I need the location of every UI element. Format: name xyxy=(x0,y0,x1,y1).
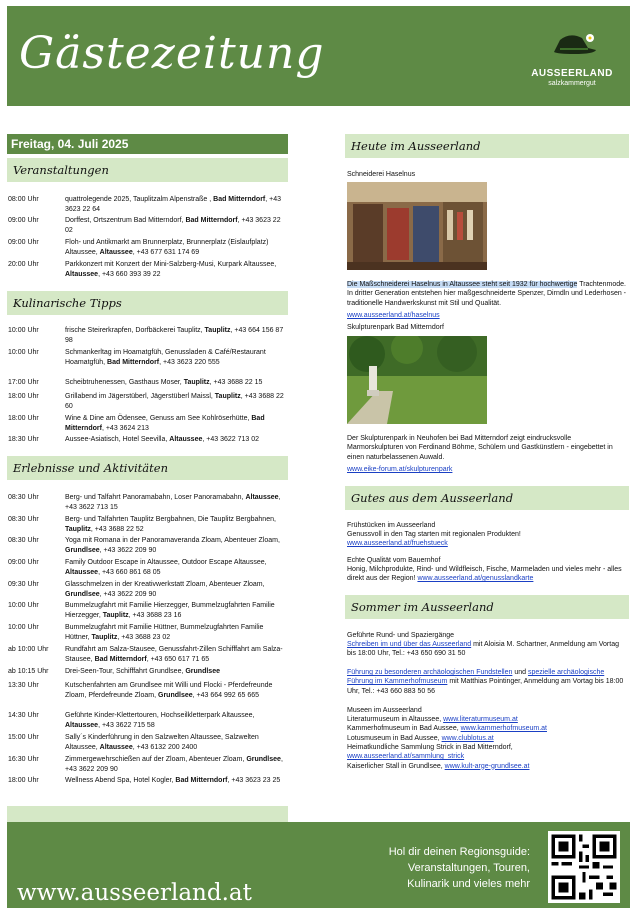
date-bar: Freitag, 04. Juli 2025 xyxy=(7,134,288,154)
event-time: 08:30 Uhr xyxy=(8,537,39,544)
event-description: Wellness Abend Spa, Hotel Kogler, Bad Mitterndorf, +43 3623 23 25 xyxy=(65,777,281,784)
event-description: Bummelzugfahrt mit Familie Hüttner, Bummelzugfahrten Familie Hüttner, Tauplitz, +43 3688 23 02 xyxy=(65,624,264,641)
event-time: 10:00 Uhr xyxy=(8,624,39,631)
museum-item: Heimatkundliche Sammlung Strick in Bad Mitterndorf, www.ausseerland.at/sammlung_strick xyxy=(347,743,513,761)
event-location: Altaussee xyxy=(99,743,133,751)
gutes-item2-text xyxy=(347,565,629,584)
event-time: 09:00 Uhr xyxy=(8,559,39,566)
guide-line-1: Hol dir deinen Regionsguide: xyxy=(388,846,530,858)
event-description: Family Outdoor Escape in Altaussee, Outdoor Escape Altaussee, Altaussee, +43 660 861 68 05 xyxy=(65,559,267,576)
gutes-item1-text: Genussvoll in den Tag starten mit regionalen Produkten! xyxy=(347,531,521,538)
event-location: Tauplitz xyxy=(183,379,210,386)
event-location: Bad Mitterndorf xyxy=(107,358,160,366)
museum-item: Lotusmuseum in Bad Aussee, www.clublotus.at xyxy=(347,734,494,742)
event-description: Geführte Kinder-Klettertouren, Hochseilkletterpark Altaussee, Altaussee, +43 3622 715 58 xyxy=(65,712,255,729)
section-sommer: Sommer im Ausseerland xyxy=(345,595,629,619)
event-description: Yoga mit Romana in der Panoramaveranda Zloam, Abenteuer Zloam, Grundlsee, +43 3622 209 90 xyxy=(65,537,280,554)
guide-line-3: Kulinarik und vieles mehr xyxy=(407,878,530,890)
guide-line-2: Veranstaltungen, Touren, xyxy=(407,862,530,874)
event-location: Altaussee xyxy=(245,494,279,501)
heute-item2-text: Der Skulpturenpark in Neuhofen bei Bad Mitterndorf zeigt eindrucksvolle Marmorskulpturen von Ferdinand Böhme, Schülern und Gastkünstlern - eingebettet in einen naturbelassenen Auwald. xyxy=(347,435,613,461)
event-time: 09:00 Uhr xyxy=(8,239,39,246)
museum-link[interactable]: www.ausseerland.at/sammlung_strick xyxy=(347,753,465,761)
event-description: Berg- und Talfahrten Tauplitz Bergbahnen, Die Tauplitz Bergbahnen, Tauplitz, +43 3688 22 52 xyxy=(65,516,276,533)
event-description: Dorffest, Ortszentrum Bad Mitterndorf, Bad Mitterndorf, +43 3623 22 02 xyxy=(65,217,281,234)
event-description: Drei-Seen-Tour, Schifffahrt Grundlsee, Grundlsee xyxy=(65,668,220,675)
event-time: 09:30 Uhr xyxy=(8,581,39,588)
qr-code-icon[interactable] xyxy=(548,831,620,903)
museum-item: Kammerhofmuseum in Bad Aussee, www.kammerhofmuseum.at xyxy=(347,725,547,733)
logo-sub: salzkammergut xyxy=(548,80,596,87)
skulpturenpark-photo xyxy=(347,336,487,424)
event-description: Aussee-Asiatisch, Hotel Seevilla, Altaussee, +43 3622 713 02 xyxy=(65,436,259,443)
event-description: Bummelzugfahrt mit Familie Hierzegger, Bummelzugfahrten Familie Hierzegger, Tauplitz, +43 3688 23 16 xyxy=(65,602,275,619)
heute-item1-title: Schneiderei Haselnus xyxy=(347,171,416,178)
event-location: Tauplitz xyxy=(214,393,241,400)
sommer-item2-text xyxy=(347,668,629,696)
logo-brand: AUSSEERLAND xyxy=(531,68,613,79)
event-description: frische Steirerkrapfen, Dorfbäckerei Tauplitz, Tauplitz, +43 664 156 87 98 xyxy=(65,327,284,344)
event-time: 14:30 Uhr xyxy=(8,712,39,719)
event-description: Sally´s Kinderführung in den Salzwelten Altaussee, Salzwelten Altaussee, Altaussee, +43 6132 200 2400 xyxy=(65,734,259,751)
event-location: Altaussee xyxy=(169,436,203,443)
event-description: Schmankerltag im Hoamatgfüh, Genussladen & Café/Restaurant Hoamatgfüh, Bad Mitterndorf, +43 3623 220 555 xyxy=(65,349,266,366)
museum-item: Kaiserlicher Stall in Grundlsee, www.kult-arge-grundlsee.at xyxy=(347,762,530,770)
heute-item2-title: Skulpturenpark Bad Mitterndorf xyxy=(347,324,444,331)
header-banner xyxy=(7,6,630,106)
event-time: 10:00 Uhr xyxy=(8,349,39,356)
event-location: Altaussee xyxy=(99,248,133,256)
museum-item: Literaturmuseum in Altaussee, www.literaturmuseum.at xyxy=(347,716,518,723)
sommer-item1-title: Geführte Rund- und Spaziergänge xyxy=(347,632,455,639)
event-description: quattrolegende 2025, Tauplitzalm Alpenstraße , Bad Mitterndorf, +43 3623 22 64 xyxy=(65,196,282,213)
kammerhof-fuehrung-link[interactable]: spezielle archäologische Führung im Kammerhofmuseum xyxy=(347,669,605,686)
event-time: 18:00 Uhr xyxy=(8,777,39,784)
gutes-item2-title: Echte Qualität vom Bauernhof xyxy=(347,557,441,564)
schneiderei-photo xyxy=(347,182,487,270)
section-kulinarisch: Kulinarische Tipps xyxy=(7,291,288,315)
event-description: Floh- und Antikmarkt am Brunnerplatz, Brunnerplatz (Eislaufplatz) Altaussee, Altaussee, +43 677 631 174 69 xyxy=(65,239,269,256)
museum-link[interactable]: www.kammerhofmuseum.at xyxy=(460,725,547,733)
event-time: ab 10:15 Uhr xyxy=(8,668,49,675)
footer-banner xyxy=(7,822,630,908)
event-time: 15:00 Uhr xyxy=(8,734,39,741)
sommer-item1-desc: mit Aloisia M. Schartner, Anmeldung am Vortag bis 18:00 Uhr, Tel.: +43 650 690 31 50 xyxy=(347,641,619,658)
heute-item1-desc: Trachtenmode. In dritter Generation entstehen hier maßgeschneiderte Spenzer, Dirndln und Lederhosen - traditionelle Handwerkskunst mit Stil und Qualität. xyxy=(347,281,627,307)
event-location: Tauplitz xyxy=(65,525,91,533)
section-heute: Heute im Ausseerland xyxy=(345,134,629,158)
event-location: Bad Mitterndorf xyxy=(185,217,238,224)
fruehstueck-link[interactable]: www.ausseerland.at/fruehstueck xyxy=(347,540,448,547)
event-time: ab 10:00 Uhr xyxy=(8,646,49,653)
event-time: 08:00 Uhr xyxy=(8,196,39,203)
footer-url[interactable]: www.ausseerland.at xyxy=(17,880,252,906)
museum-link[interactable]: www.clublotus.at xyxy=(441,734,494,742)
event-description: Rundfahrt am Salza-Stausee, Genussfahrt-Zillen Schifffahrt am Salza-Stausee, Bad Mitterndorf, +43 650 617 71 65 xyxy=(65,646,283,663)
event-time: 18:30 Uhr xyxy=(8,436,39,443)
event-location: Altaussee xyxy=(65,568,99,576)
event-location: Altaussee xyxy=(65,270,99,278)
heute-item1-highlight: Die Maßschneiderei Haselnus in Altaussee steht seit 1932 für hochwertige xyxy=(347,281,578,288)
event-description: Wine & Dine am Ödensee, Genuss am See Kohlröserhütte, Bad Mitterndorf, +43 3624 213 xyxy=(65,415,265,432)
haselnus-link[interactable]: www.ausseerland.at/haselnus xyxy=(347,312,440,319)
gutes-item1-link-row xyxy=(347,539,629,548)
fundstellen-link[interactable]: Führung zu besonderen archäologischen Fundstellen xyxy=(347,669,513,676)
event-location: Grundlsee xyxy=(185,668,220,675)
section-erlebnisse: Erlebnisse und Aktivitäten xyxy=(7,456,288,480)
ausseerland-logo xyxy=(526,28,618,88)
event-location: Tauplitz xyxy=(204,327,231,334)
event-location: Grundlsee xyxy=(65,546,100,554)
heute-item1-text xyxy=(347,280,629,308)
event-location: Bad Mitterndorf xyxy=(175,777,228,784)
event-location: Tauplitz xyxy=(91,633,118,641)
event-description: Parkkonzert mit Konzert der Mini-Salzberg-Musi, Kurpark Altaussee, Altaussee, +43 660 393 39 22 xyxy=(65,261,277,278)
event-description: Kutschenfahrten am Grundlsee mit Willi und Flocki - Pferdefreunde Zloam, Pferdefreunde Zloam, Grundlsee, +43 664 992 65 665 xyxy=(65,682,273,699)
event-location: Tauplitz xyxy=(102,611,129,619)
event-location: Grundlsee xyxy=(246,756,281,763)
event-time: 18:00 Uhr xyxy=(8,393,39,400)
genusslandkarte-link[interactable]: www.ausseerland.at/genusslandkarte xyxy=(417,575,534,583)
event-time: 20:00 Uhr xyxy=(8,261,39,268)
museum-link[interactable]: www.kult-arge-grundlsee.at xyxy=(444,762,530,770)
event-description: Zimmergewehrschießen auf der Zloam, Abenteuer Zloam, Grundlsee, +43 3622 209 90 xyxy=(65,756,283,773)
sommer-item1-text xyxy=(347,640,629,659)
event-time: 09:00 Uhr xyxy=(8,217,39,224)
gutes-item1-title: Frühstücken im Ausseerland xyxy=(347,522,436,529)
event-location: Grundlsee xyxy=(65,590,100,598)
event-location: Grundlsee xyxy=(158,691,193,699)
regionsguide-text xyxy=(389,844,530,892)
event-description: Grillabend im Jägerstüberl, Jägerstüberl Maissl, Tauplitz, +43 3688 22 60 xyxy=(65,393,284,410)
footer-strip xyxy=(7,806,288,822)
event-location: Bad Mitterndorf xyxy=(94,655,147,663)
event-location: Bad Mitterndorf xyxy=(65,415,265,432)
event-description: Scheibtruhenessen, Gasthaus Moser, Tauplitz, +43 3688 22 15 xyxy=(65,379,263,386)
event-description: Glasschmelzen in der Kreativwerkstatt Zloam, Abenteuer Zloam, Grundlsee, +43 3622 209 90 xyxy=(65,581,265,598)
event-time: 08:30 Uhr xyxy=(8,516,39,523)
heute-item1-link-row xyxy=(347,311,629,320)
sommer-item2-desc: mit Matthias Pointinger, Anmeldung am Vortag bis 18:00 Uhr, Tel.: +43 660 883 50 56 xyxy=(347,678,624,695)
event-location: Altaussee xyxy=(65,721,99,729)
gutes-item2-desc: Honig, Milchprodukte, Rind- und Wildfleisch, Fische, Marmeladen und vieles mehr - alles direkt aus der Region! xyxy=(347,566,622,583)
hat-icon xyxy=(550,32,598,56)
museums-title: Museen im Ausseerland xyxy=(347,707,422,714)
event-time: 17:00 Uhr xyxy=(8,379,39,386)
schreiben-link[interactable]: Schreiben im und über das Ausseerland xyxy=(347,641,472,648)
event-time: 10:00 Uhr xyxy=(8,602,39,609)
event-location: Bad Mitterndorf xyxy=(213,196,266,203)
event-description: Berg- und Talfahrt Panoramabahn, Loser Panoramabahn, Altaussee, +43 3622 713 15 xyxy=(65,494,281,511)
museum-link[interactable]: www.literaturmuseum.at xyxy=(443,716,518,723)
skulpturenpark-link[interactable]: www.eike-forum.at/skulpturenpark xyxy=(347,466,453,473)
heute-item2-link-row xyxy=(347,465,629,474)
event-time: 16:30 Uhr xyxy=(8,756,39,763)
event-time: 08:30 Uhr xyxy=(8,494,39,501)
section-veranstaltungen: Veranstaltungen xyxy=(7,158,288,182)
event-time: 18:00 Uhr xyxy=(8,415,39,422)
page-title: Gästezeitung xyxy=(19,28,325,79)
event-time: 13:30 Uhr xyxy=(8,682,39,689)
event-time: 10:00 Uhr xyxy=(8,327,39,334)
section-gutes: Gutes aus dem Ausseerland xyxy=(345,486,629,510)
sommer-item2-mid: und xyxy=(512,669,528,676)
